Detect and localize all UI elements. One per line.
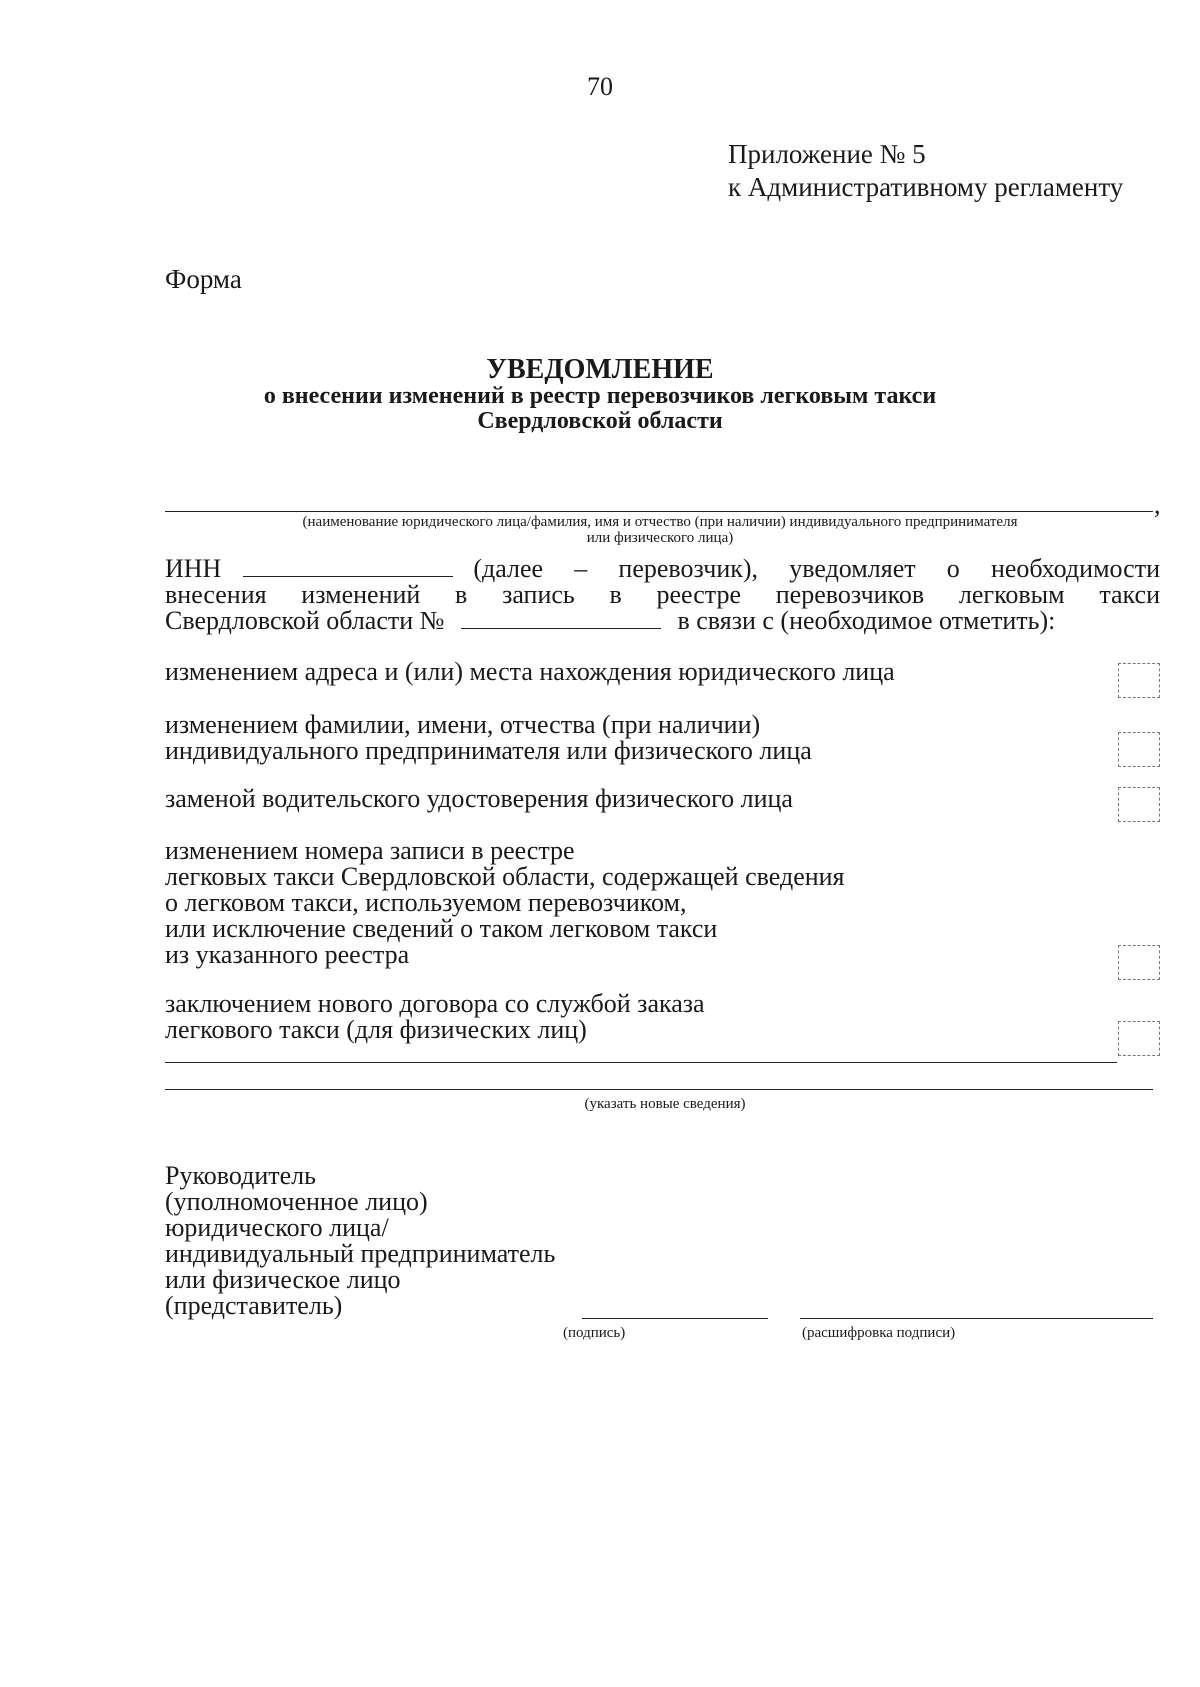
document-title: [0, 356, 1200, 434]
signatory-line: юридического лица/: [165, 1213, 389, 1242]
page-number: 70: [587, 72, 613, 101]
new-info-caption: (указать новые сведения): [584, 1096, 746, 1112]
appendix-line-1: Приложение № 5: [728, 139, 926, 169]
body-line-3: [165, 608, 1055, 634]
option-text-line: о легковом такси, используемом перевозчиком,: [165, 888, 687, 917]
applicant-caption: [170, 514, 1150, 546]
option-address-change: [165, 659, 895, 685]
inn-label: ИНН: [165, 554, 222, 583]
registry-number-label: Свердловской области №: [165, 606, 445, 635]
option-text-line: заменой водительского удостоверения физического лица: [165, 784, 793, 813]
body-line-1: [165, 556, 1160, 582]
applicant-caption-line-2: или физического лица): [586, 530, 734, 546]
option-text-line: изменением фамилии, имени, отчества (при наличии): [165, 710, 761, 739]
signature-line[interactable]: [582, 1318, 768, 1319]
applicant-name-line[interactable]: [165, 511, 1153, 512]
option-name-change: [165, 712, 812, 764]
signatory-line: Руководитель: [165, 1161, 316, 1190]
option-text-line: или исключение сведений о таком легковом такси: [165, 914, 718, 943]
signatory-line: или физическое лицо: [165, 1265, 401, 1294]
option-text-line: изменением номера записи в реестре: [165, 836, 575, 865]
checkbox-new-dispatch-contract[interactable]: [1118, 1021, 1160, 1056]
option-text-line: индивидуального предпринимателя или физического лица: [165, 736, 812, 765]
checkbox-license-replacement[interactable]: [1118, 787, 1160, 822]
signature-decoding-line[interactable]: [800, 1318, 1153, 1319]
applicant-trailing-comma: ,: [1154, 490, 1161, 519]
appendix-reference: [728, 138, 1123, 204]
option-text-line: легкового такси (для физических лиц): [165, 1015, 587, 1044]
signature-caption: (подпись): [563, 1325, 626, 1341]
registry-number-field[interactable]: [461, 608, 661, 629]
option-text-line: изменением адреса и (или) места нахождения юридического лица: [165, 657, 895, 686]
signatory-block: [165, 1163, 555, 1319]
option-text-line: из указанного реестра: [165, 940, 410, 969]
option-text-line: легковых такси Свердловской области, содержащей сведения: [165, 862, 845, 891]
title-line-1: УВЕДОМЛЕНИЕ: [486, 354, 714, 385]
option-registry-entry-change: [165, 838, 845, 968]
applicant-caption-line-1: (наименование юридического лица/фамилия, имя и отчество (при наличии) индивидуального предпринимателя: [302, 514, 1018, 530]
new-info-line-2[interactable]: [165, 1089, 1153, 1090]
body-line-1-rest: (далее – перевозчик), уведомляет о необходимости: [473, 554, 1160, 583]
signature-decoding-caption: (расшифровка подписи): [802, 1325, 956, 1341]
checkbox-registry-entry-change[interactable]: [1118, 945, 1160, 980]
appendix-line-2: к Административному регламенту: [728, 172, 1124, 202]
signatory-line: индивидуальный предприниматель: [165, 1239, 556, 1268]
option-text-line: заключением нового договора со службой заказа: [165, 989, 705, 1018]
title-line-3: Свердловской области: [477, 408, 723, 434]
body-line-2: внесения изменений в запись в реестре перевозчиков легковым такси: [165, 580, 1160, 609]
inn-field[interactable]: [243, 556, 453, 577]
new-info-line-1[interactable]: [165, 1062, 1117, 1063]
signatory-line: (представитель): [165, 1291, 343, 1320]
option-license-replacement: [165, 786, 793, 812]
form-label: Форма: [165, 264, 242, 294]
checkbox-address-change[interactable]: [1118, 663, 1160, 698]
checkbox-name-change[interactable]: [1118, 732, 1160, 767]
body-line-3-end: в связи с (необходимое отметить):: [677, 606, 1056, 635]
option-new-dispatch-contract: [165, 991, 705, 1043]
title-line-2: о внесении изменений в реестр перевозчиков легковым такси: [263, 383, 937, 409]
signatory-line: (уполномоченное лицо): [165, 1187, 428, 1216]
